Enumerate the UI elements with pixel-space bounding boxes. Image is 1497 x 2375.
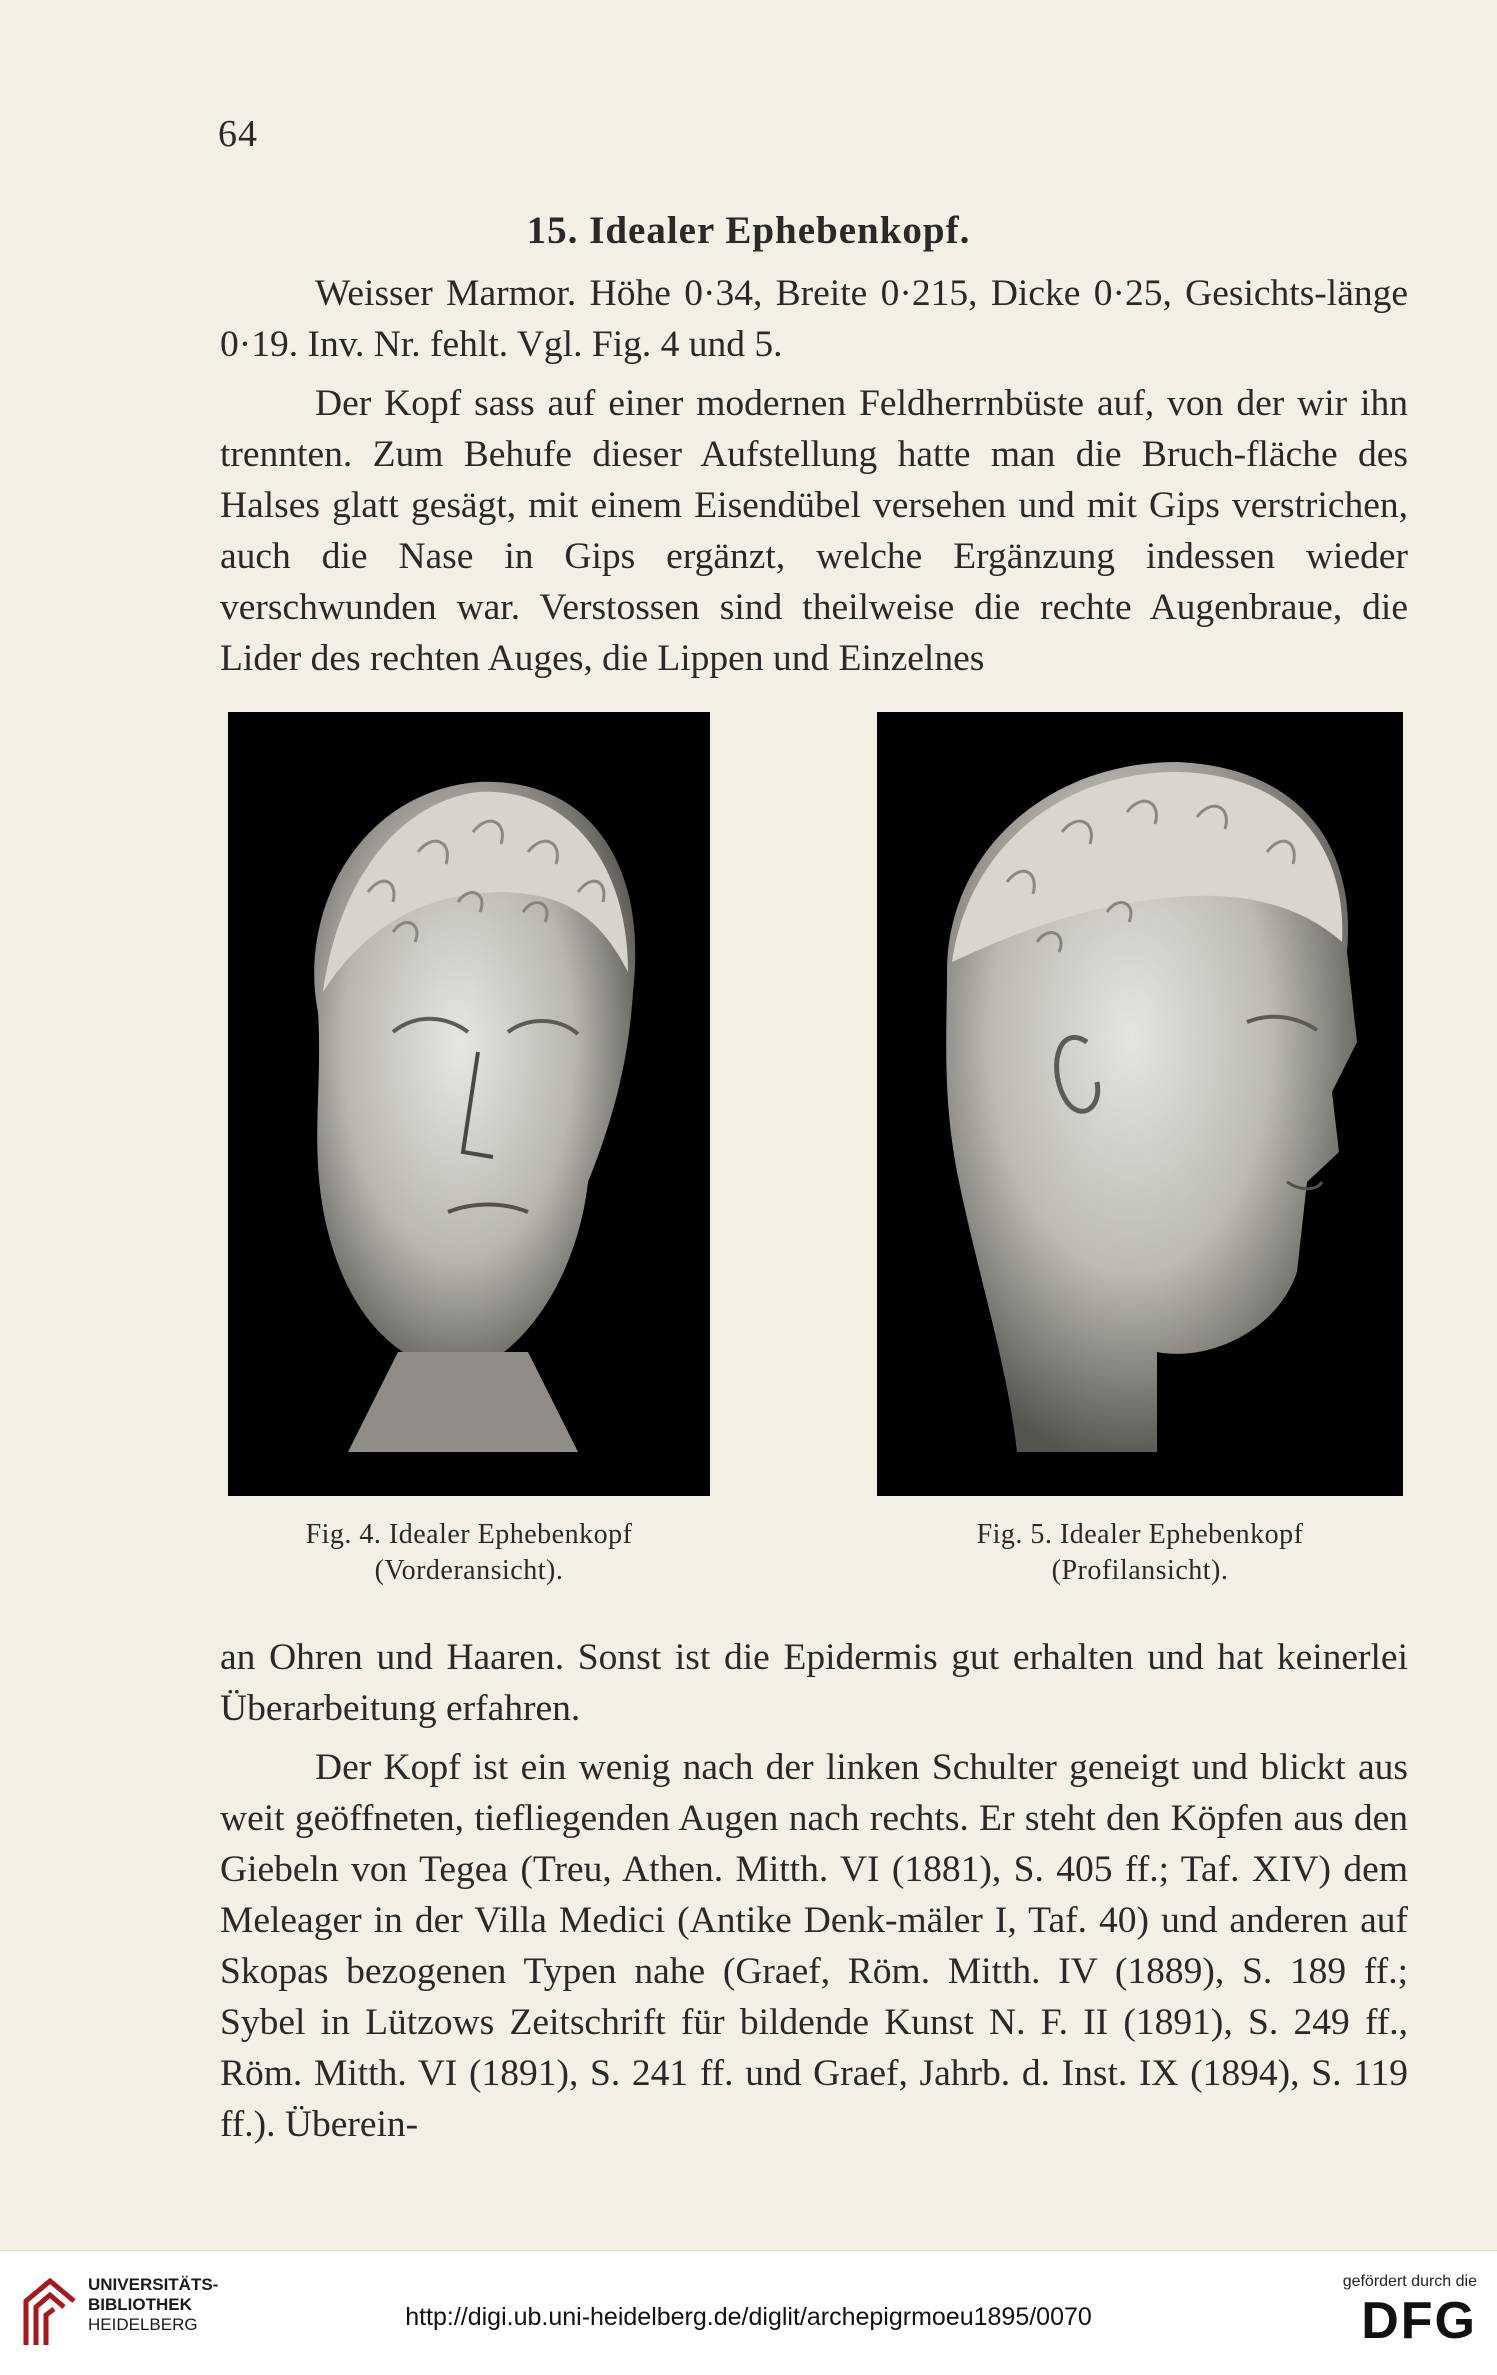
page-number: 64 — [218, 113, 258, 155]
funder-block — [1307, 2273, 1477, 2351]
paragraph-style-comparison: Der Kopf ist ein wenig nach der linken Schulter geneigt und blickt aus weit geöffneten, tiefliegenden Augen nach rechts. Er steht den Köpfen aus den Giebeln von Tegea (Treu, Athen. Mitth. VI (1881), S. 405 ff.; Taf. XIV) dem Meleager in der Villa Medici (Antike Denk-mäler I, Taf. 40) und anderen auf Skopas bezogenen Typen nahe (Graef, Röm. Mitth. IV (1889), S. 189 ff.; Sybel in Lützows Zeitschrift für bildende Kunst N. F. II (1891), S. 249 ff., Röm. Mitth. VI (1891), S. 241 ff. und Graef, Jahrb. d. Inst. IX (1894), S. 119 ff.). Überein- — [220, 1747, 1408, 2145]
paragraph-condition: Der Kopf sass auf einer modernen Feldherrnbüste auf, von der wir ihn trennten. Zum Behufe dieser Aufstellung hatte man die Bruch-fläche des Halses glatt gesägt, mit einem Eisendübel versehen und mit Gips verstrichen, auch die Nase in Gips ergänzt, welche Ergänzung indessen wieder verschwunden war. Verstossen sind theilweise die rechte Augenbraue, die Lider des rechten Auges, die Lippen und Einzelnes — [220, 383, 1408, 679]
paragraph-condition-continued: an Ohren und Haaren. Sonst ist die Epidermis gut erhalten und hat keinerlei Überarbeitung erfahren. — [220, 1637, 1408, 1729]
figure-5-caption-title: Fig. 5. Idealer Ephebenkopf — [976, 1519, 1304, 1550]
marble-head-profile-image — [877, 712, 1403, 1496]
figure-5-caption-view: (Profilansicht). — [1051, 1555, 1229, 1586]
figure-4-caption-view: (Vorderansicht). — [374, 1555, 564, 1586]
digitization-footer — [0, 2250, 1497, 2375]
dfg-logo-icon: DFG — [1361, 2292, 1477, 2350]
section-heading: 15. Idealer Ephebenkopf. — [526, 209, 971, 252]
figure-4-caption-title: Fig. 4. Idealer Ephebenkopf — [305, 1519, 633, 1550]
figure-5-caption — [877, 1517, 1403, 1589]
institution-line-1: UNIVERSITÄTS- — [88, 2275, 219, 2294]
funding-note: gefördert durch die — [1342, 2273, 1477, 2290]
institution-line-3: HEIDELBERG — [88, 2315, 198, 2334]
figure-4-caption — [228, 1517, 710, 1589]
institution-line-2: BIBLIOTHEK — [88, 2295, 192, 2314]
paragraph-description: Weisser Marmor. Höhe 0·34, Breite 0·215, Dicke 0·25, Gesichts-länge 0·19. Inv. Nr. fehlt. Vgl. Fig. 4 und 5. — [220, 273, 1408, 365]
permalink-url[interactable]: http://digi.ub.uni-heidelberg.de/diglit/archepigrmoeu1895/0070 — [405, 2303, 1092, 2331]
figure-5-photo — [877, 712, 1403, 1496]
marble-head-front-image — [228, 712, 710, 1496]
figure-4-photo — [228, 712, 710, 1496]
